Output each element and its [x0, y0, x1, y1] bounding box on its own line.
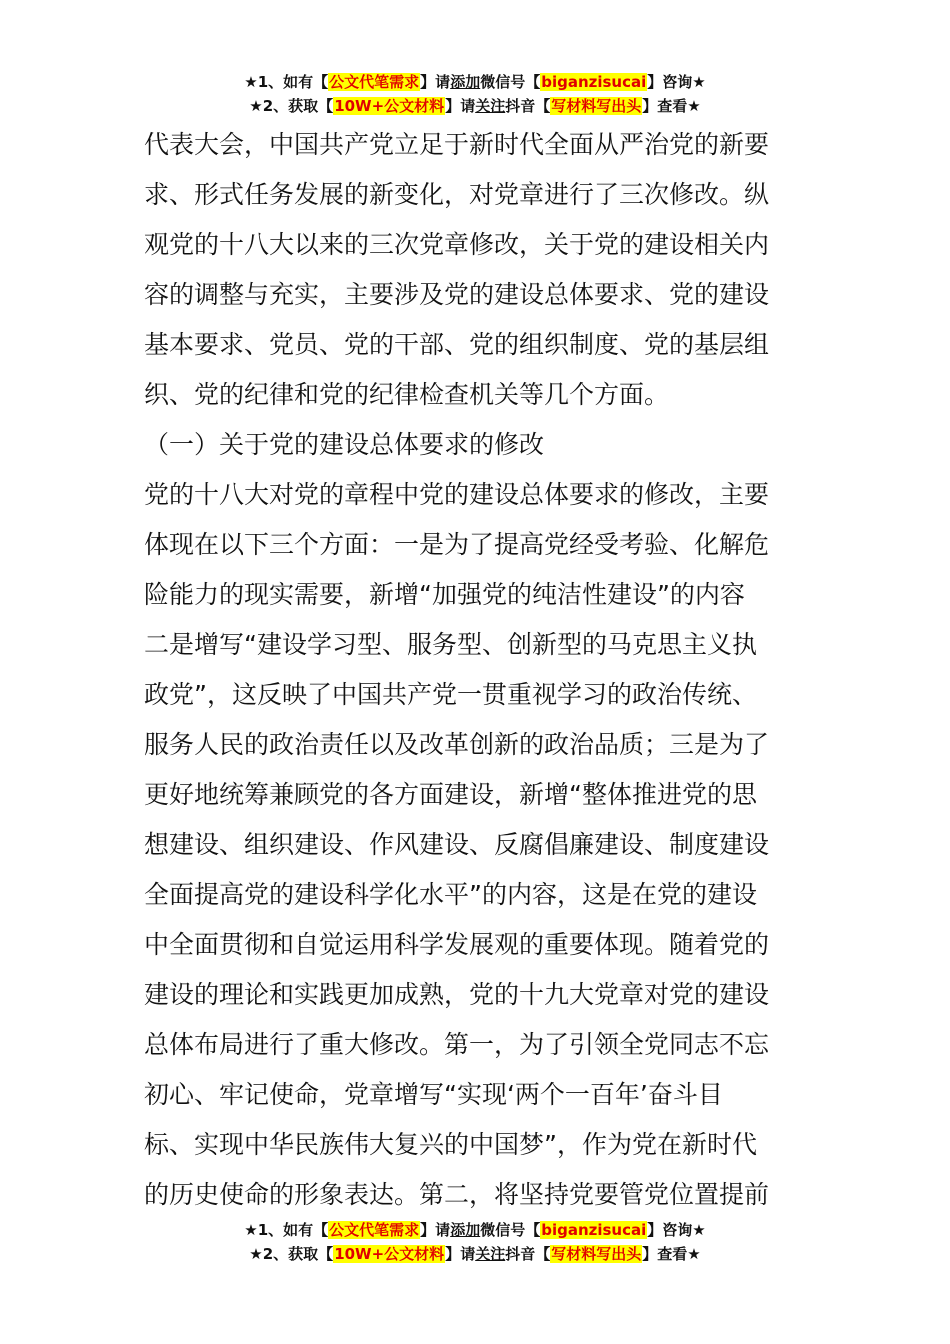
text-line: 求、形式任务发展的新变化，对党章进行了三次修改。纵: [144, 180, 770, 209]
highlight-label: 10W+公文材料: [334, 97, 445, 115]
banner-text: 】请: [420, 73, 451, 91]
banner-text: 】请: [445, 97, 476, 115]
banner-text: ★2、获取【: [249, 1245, 334, 1263]
text-line: 建设的理论和实践更加成熟，党的十九大党章对党的建设: [144, 980, 770, 1009]
text-line: 总体布局进行了重大修改。第一，为了引领全党同志不忘: [144, 1030, 770, 1059]
banner-text: ★1、如有【: [244, 73, 329, 91]
banner-text: ★1、如有【: [244, 1221, 329, 1239]
header-banner: [0, 70, 950, 118]
wechat-id-highlight: biganzisucai: [541, 73, 647, 91]
banner-text: 】咨询★: [647, 1221, 706, 1239]
text-line: 服务人民的政治责任以及改革创新的政治品质；三是为了: [144, 730, 770, 759]
highlight-label: 10W+公文材料: [334, 1245, 445, 1263]
banner-line-2: [0, 94, 950, 118]
banner-text: 】请: [445, 1245, 476, 1263]
wechat-id-highlight: biganzisucai: [541, 1221, 647, 1239]
text-line: 基本要求、党员、党的干部、党的组织制度、党的基层组: [144, 330, 770, 359]
banner-text: 抖音【: [505, 1245, 551, 1263]
banner-text: 】查看★: [642, 97, 701, 115]
highlight-label: 公文代笔需求: [329, 1221, 420, 1239]
banner-text: 微信号【: [480, 73, 541, 91]
banner-text: ★2、获取【: [249, 97, 334, 115]
text-line: 险能力的现实需要，新增“加强党的纯洁性建设”的内容: [144, 580, 745, 609]
document-body: [144, 120, 808, 1220]
text-line: 体现在以下三个方面：一是为了提高党经受考验、化解危: [144, 530, 770, 559]
highlight-label: 公文代笔需求: [329, 73, 420, 91]
text-line: 全面提高党的建设科学化水平”的内容，这是在党的建设: [144, 880, 757, 909]
text-line: 想建设、组织建设、作风建设、反腐倡廉建设、制度建设: [144, 830, 770, 859]
section-heading: （一）关于党的建设总体要求的修改: [144, 430, 545, 459]
banner-line-1: [0, 1218, 950, 1242]
text-line: 的历史使命的形象表达。第二，将坚持党要管党位置提前: [144, 1180, 770, 1209]
text-line: 织、党的纪律和党的纪律检查机关等几个方面。: [144, 380, 670, 409]
banner-underlined-text: 关注: [475, 1245, 506, 1263]
douyin-id-highlight: 写材料写出头: [551, 1245, 642, 1263]
banner-line-2: [0, 1242, 950, 1266]
banner-text: 】请: [420, 1221, 451, 1239]
footer-banner: [0, 1218, 950, 1266]
text-line: 中全面贯彻和自觉运用科学发展观的重要体现。随着党的: [144, 930, 770, 959]
banner-text: 】查看★: [642, 1245, 701, 1263]
text-line: 容的调整与充实，主要涉及党的建设总体要求、党的建设: [144, 280, 770, 309]
text-line: 观党的十八大以来的三次党章修改，关于党的建设相关内: [144, 230, 770, 259]
banner-line-1: [0, 70, 950, 94]
douyin-id-highlight: 写材料写出头: [551, 97, 642, 115]
banner-text: 抖音【: [505, 97, 551, 115]
text-line: 党的十八大对党的章程中党的建设总体要求的修改，主要: [144, 480, 770, 509]
text-line: 二是增写“建设学习型、服务型、创新型的马克思主义执: [144, 630, 757, 659]
text-line: 初心、牢记使命，党章增写“实现‘两个一百年’奋斗目: [144, 1080, 723, 1109]
banner-text: 】咨询★: [647, 73, 706, 91]
banner-underlined-text: 关注: [475, 97, 506, 115]
text-line: 代表大会，中国共产党立足于新时代全面从严治党的新要: [144, 130, 770, 159]
banner-underlined-text: 添加: [450, 1221, 481, 1239]
banner-underlined-text: 添加: [450, 73, 481, 91]
banner-text: 微信号【: [480, 1221, 541, 1239]
text-line: 更好地统筹兼顾党的各方面建设，新增“整体推进党的思: [144, 780, 757, 809]
text-line: 标、实现中华民族伟大复兴的中国梦”，作为党在新时代: [144, 1130, 757, 1159]
text-line: 政党”，这反映了中国共产党一贯重视学习的政治传统、: [144, 680, 757, 709]
